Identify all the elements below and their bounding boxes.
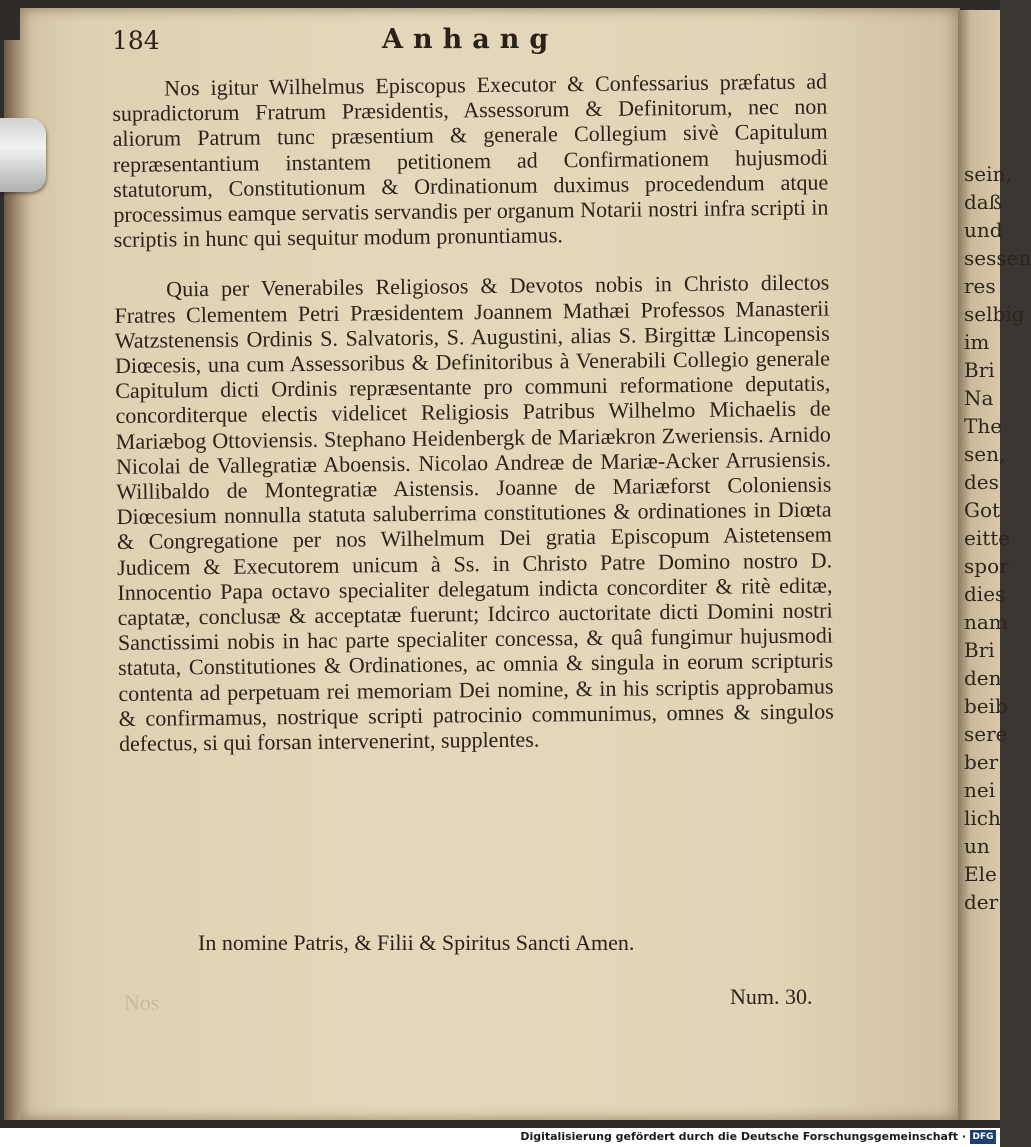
footer-bar	[0, 1128, 1000, 1147]
page-clip	[0, 118, 46, 192]
facing-page-text: sein, daß und sessen res selbig im Bri Na The sen, des Got eitte spor dies nam Bri den beib sere ber nei lich un Ele der	[964, 162, 1031, 914]
paragraph-1: Nos igitur Wilhelmus Episcopus Executor & Confessarius præfatus ad supradictorum Fratrum Præsidentis, Assessorum & Definitorum, nec non aliorum Patrum tunc præsentium & generale Collegium sivè Capitulum repræsentantium instantem petitionem ad Confirmationem hujusmodi statutorum, Constitutionum & Ordinationum duximus procedendum atque processimus eamque servatis servandis per organum Notarii nostri infra scripti in scriptis in hunc qui sequitur modum pronuntiamus.	[112, 68, 829, 253]
body-text	[112, 69, 834, 757]
funding-credit: Digitalisierung gefördert durch die Deutsche Forschungsgemeinschaft ·	[520, 1130, 966, 1143]
page-number: 184	[112, 26, 160, 55]
closing-formula: In nomine Patris, & Filii & Spiritus Sancti Amen.	[198, 930, 635, 955]
dfg-logo-icon: DFG	[970, 1130, 996, 1144]
catchword: Num. 30.	[730, 984, 813, 1009]
show-through-mark: Nos	[124, 990, 160, 1015]
page-header	[112, 26, 872, 66]
facing-page-edge	[958, 10, 1031, 1120]
paragraph-2: Quia per Venerabiles Religiosos & Devotos nobis in Christo dilectos Fratres Clementem Petri Præsidentem Joannem Mathæi Professos Manasterii Watzstenensis Ordinis S. Salvatoris, S. Augustini, alias S. Birgittæ Lincopensis Diœcesis, una cum Assessoribus & Definitoribus à Venerabili Collegio generale Capitulum dicti Ordinis repræsentante pro communi reformatione deputatis, concorditerque electis videlicet Religiosis Patribus Wilhelmo Michaelis de Mariæbog Ottoviensis. Stephano Heidenbergk de Mariækron Zweriensis. Arnido Nicolai de Vallegratiæ Aboensis. Nicolao Andreæ de Mariæ-Acker Arrusiensis. Willibaldo de Montegratiæ Aistensis. Joanne de Mariæforst Coloniensis Diœcesium nonnulla statuta saluberrima constitutiones & ordinationes in Diœta & Congregatione per nos Wilhelmum Dei gratia Episcopum Aistetensem Judicem & Executorem unicum à Ss. in Christo Patre Domino nostro D. Innocentio Papa octavo specialiter delegatum indicta concorditer & ritè editæ, captatæ, conclusæ & acceptatæ fuerunt; Idcirco auctoritate dicti Domini nostri Sanctissimi nobis in hac parte specialiter concessa, & quâ fungimur hujusmodi statuta, Constitutiones & Ordinationes, ac omnia & singula in eorum scripturis contenta ad perpetuam rei memoriam Dei nomine, & in his scriptis approbamus & confirmamus, nostrique scripti patrocinio communimus, omnes & singulos defectus, si qui forsan intervenerint, supplentes.	[114, 269, 834, 757]
running-head: Anhang	[382, 24, 559, 55]
